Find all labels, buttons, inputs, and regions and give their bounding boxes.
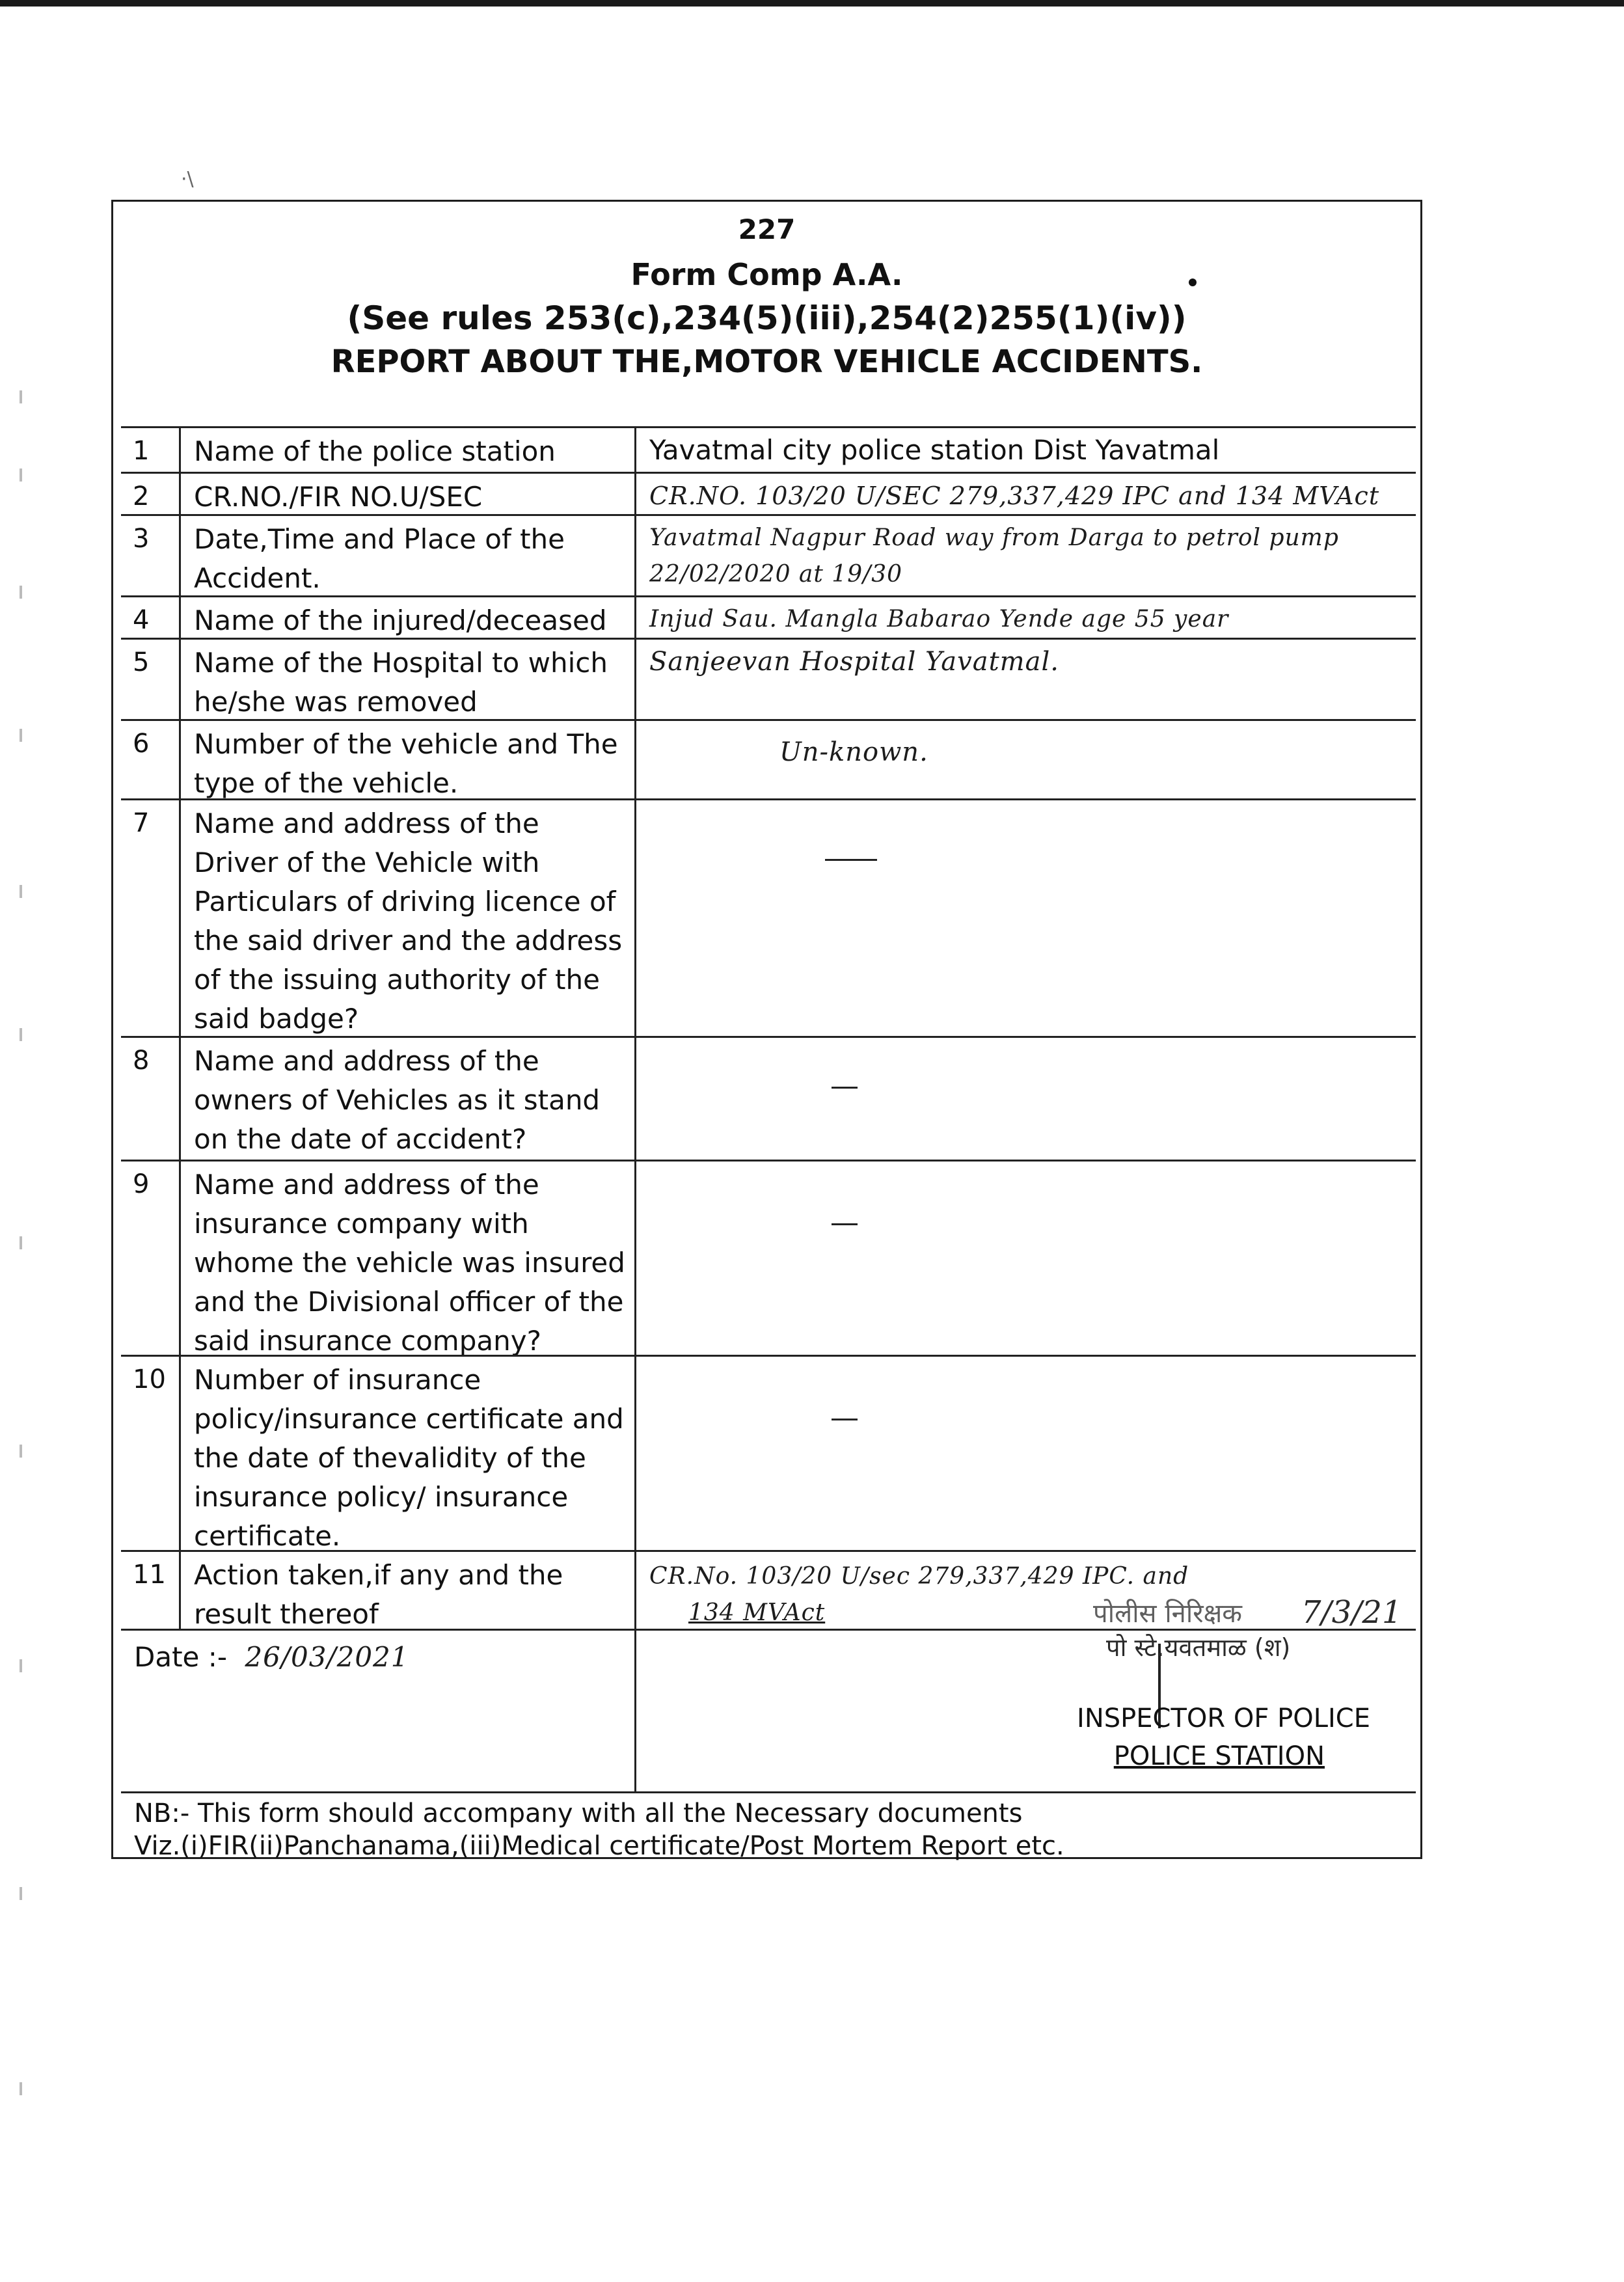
form-name: Form Comp A.A. [630, 257, 903, 292]
date-value: 26/03/2021 [245, 1641, 409, 1673]
row-number: 10 [121, 1357, 181, 1550]
row-answer-handwritten: Un-known. [779, 737, 928, 767]
date-cell [121, 1631, 636, 1791]
row-answer [636, 1357, 1416, 1550]
blank-dash [832, 1223, 858, 1225]
answer-line: 134 MVAct [688, 1599, 826, 1626]
row-question: Date,Time and Place of the Accident. [181, 516, 636, 595]
row-number: 8 [121, 1038, 181, 1160]
answer-line: 22/02/2020 at 19/30 [649, 561, 903, 588]
scan-edge-marks [20, 390, 46, 2212]
table-row-8 [121, 1036, 1416, 1160]
note-line: NB:- This form should accompany with all the Necessary documents [134, 1799, 1023, 1828]
row-answer-handwritten: Sanjeevan Hospital Yavatmal. [649, 647, 1059, 677]
answer-line: Yavatmal Nagpur Road way from Darga to petrol pump [649, 524, 1339, 551]
row-number: 1 [121, 428, 181, 472]
row-question: Action taken,if any and the result thereof [181, 1552, 636, 1629]
row-answer-handwritten: Injud Sau. Mangla Babarao Yende age 55 year [649, 606, 1229, 632]
signature-title: INSPECTOR OF POLICE [1077, 1704, 1370, 1733]
row-answer [636, 800, 1416, 1036]
row-answer [636, 1038, 1416, 1160]
row-answer-handwritten [636, 516, 1416, 595]
date-label: Date :- [134, 1641, 228, 1673]
form-header [113, 202, 1420, 426]
table-row-5 [121, 638, 1416, 719]
scan-mark: ·\ [181, 168, 194, 191]
table-row-9 [121, 1160, 1416, 1355]
row-question: Name of the police station [181, 428, 636, 472]
row-number: 7 [121, 800, 181, 1036]
row-question: Name of the Hospital to which he/she was removed [181, 640, 636, 719]
stamp-handwritten-date: 7/3/21 [1301, 1594, 1402, 1631]
row-question: Name and address of the owners of Vehicles as it stand on the date of accident? [181, 1038, 636, 1160]
table-row-4 [121, 595, 1416, 638]
signature-subtitle: POLICE STATION [1113, 1741, 1325, 1771]
row-number: 6 [121, 721, 181, 798]
stamp-line: पो स्टे.यवतमाळ (श) [1106, 1633, 1291, 1662]
note-row [121, 1791, 1416, 1859]
row-number: 9 [121, 1161, 181, 1355]
row-number: 3 [121, 516, 181, 595]
stamp-line: पोलीस निरिक्षक [1093, 1599, 1242, 1629]
blank-dash [825, 859, 877, 861]
form-rules: (See rules 253(c),234(5)(iii),254(2)255(1)(iv)) [347, 299, 1187, 337]
row-question: CR.NO./FIR NO.U/SEC [181, 474, 636, 514]
table-row-6 [121, 719, 1416, 798]
row-question: Number of insurance policy/insurance certificate and the date of thevalidity of the insurance policy/ insurance certificate. [181, 1357, 636, 1550]
row-question: Number of the vehicle and The type of the vehicle. [181, 721, 636, 798]
note-line: Viz.(i)FIR(ii)Panchanama,(iii)Medical certificate/Post Mortem Report etc. [134, 1831, 1064, 1861]
table-row-2 [121, 472, 1416, 514]
row-question: Name of the injured/deceased [181, 597, 636, 638]
police-stamp [976, 1594, 1431, 1666]
form-title: REPORT ABOUT THE,MOTOR VEHICLE ACCIDENTS. [331, 344, 1203, 380]
row-number: 4 [121, 597, 181, 638]
scan-top-edge [0, 0, 1624, 7]
table-row-7 [121, 798, 1416, 1036]
answer-line: CR.No. 103/20 U/sec 279,337,429 IPC. and [649, 1563, 1189, 1590]
row-answer-handwritten: CR.NO. 103/20 U/SEC 279,337,429 IPC and 134 MVAct [649, 482, 1380, 510]
blank-dash [832, 1087, 858, 1089]
blank-dash [832, 1419, 858, 1420]
row-answer [636, 1161, 1416, 1355]
table-row-1 [121, 426, 1416, 472]
row-question: Name and address of the Driver of the Vehicle with Particulars of driving licence of the said driver and the address of the issuing authority of the said badge? [181, 800, 636, 1036]
row-answer: Yavatmal city police station Dist Yavatmal [649, 434, 1220, 466]
table-row-3 [121, 514, 1416, 595]
row-number: 5 [121, 640, 181, 719]
page-number: 227 [738, 213, 796, 245]
row-question: Name and address of the insurance company with whome the vehicle was insured and the Divisional officer of the said insurance company? [181, 1161, 636, 1355]
row-number: 2 [121, 474, 181, 514]
table-row-10 [121, 1355, 1416, 1550]
row-number: 11 [121, 1552, 181, 1629]
